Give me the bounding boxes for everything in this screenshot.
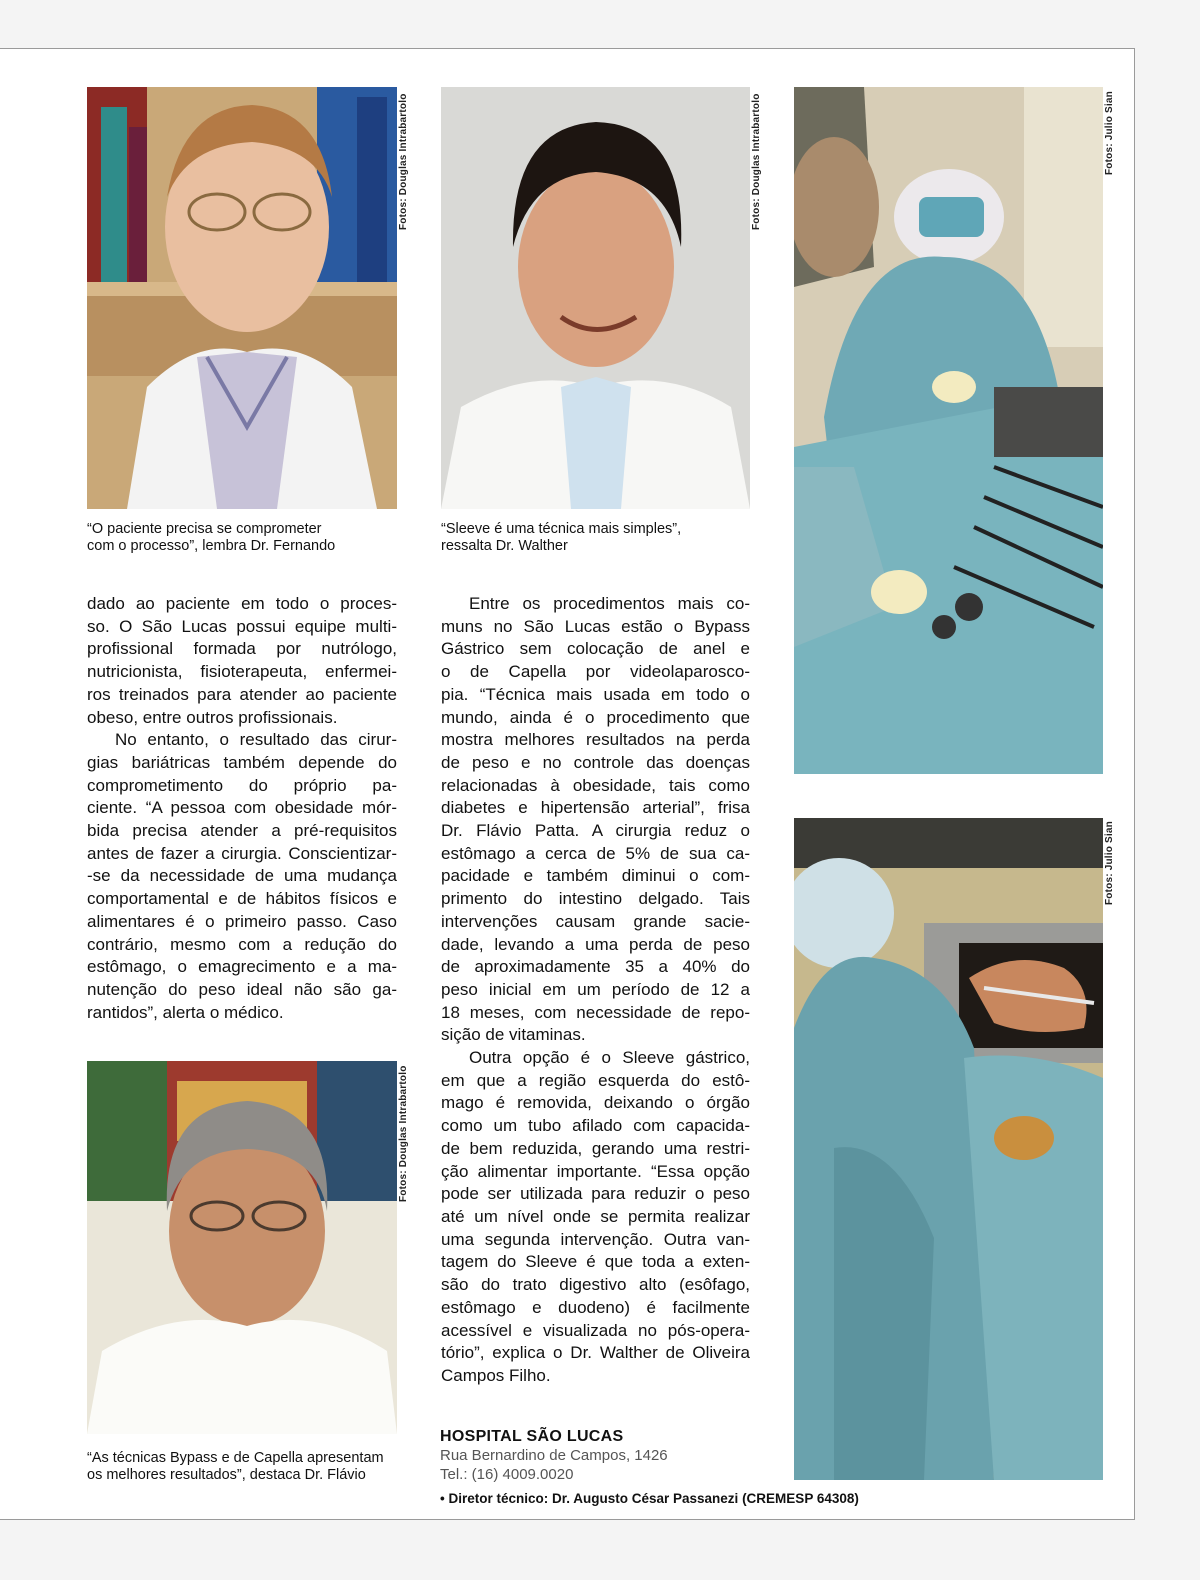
text-line: primento do intestino delgado. Tais [441, 889, 750, 909]
text-line: 18 meses, com necessidade de repo- [441, 1002, 750, 1022]
photo-credit-fernando: Fotos: Douglas Intrabartolo [398, 93, 409, 230]
text-line: gias bariátricas também depende do [87, 752, 397, 772]
text-line: mundo, ainda é o procedimento que [441, 707, 750, 727]
text-line: Campos Filho. [441, 1365, 551, 1385]
article-column-left [87, 593, 397, 1024]
text-line: estômago a cerca de 5% de sua ca- [441, 843, 750, 863]
photo-credit-walther: Fotos: Douglas Intrabartolo [751, 93, 762, 230]
text-line: nutricionista, fisioterapeuta, enfermei- [87, 662, 397, 682]
photo-dr-fernando [87, 87, 397, 509]
caption-line: “As técnicas Bypass e de Capella apresentam [87, 1450, 384, 1466]
text-line: No entanto, o resultado das cirur- [115, 730, 397, 750]
text-line: alimentares é o primeiro passo. Caso [87, 911, 397, 931]
text-line: contrário, mesmo com a redução do [87, 934, 397, 954]
text-line: sição de vitaminas. [441, 1025, 586, 1045]
photo-dr-flavio [87, 1061, 397, 1434]
article-column-middle [441, 593, 750, 1388]
caption-line: os melhores resultados”, destaca Dr. Flávio [87, 1467, 366, 1483]
text-line: comportamental e de hábitos físicos e [87, 889, 397, 909]
text-line: diabetes e hipertensão arterial”, frisa [441, 798, 750, 818]
text-line: intervenções causam grande sacie- [441, 911, 750, 931]
text-line: Entre os procedimentos mais co- [469, 594, 750, 613]
caption-line: com o processo”, lembra Dr. Fernando [87, 538, 336, 554]
hospital-name: HOSPITAL SÃO LUCAS [440, 1428, 624, 1445]
photo-surgery-team [794, 87, 1103, 774]
text-line: so. O São Lucas possui equipe multi- [87, 616, 397, 636]
photo-dr-walther [441, 87, 750, 509]
text-line: estômago e duodeno) é facilmente [441, 1297, 750, 1317]
text-line: como um tubo afilado com capacida- [441, 1116, 750, 1136]
text-line: mostra melhores resultados na perda [441, 730, 750, 750]
text-line: pode ser utilizada para reduzir o peso [441, 1184, 750, 1204]
text-line: em que a região esquerda do estô- [441, 1070, 750, 1090]
caption-line: ressalta Dr. Walther [441, 538, 568, 554]
text-line: até um nível onde se permita realizar [441, 1206, 750, 1226]
text-line: muns no São Lucas estão o Bypass [441, 616, 750, 636]
text-line: tório”, explica o Dr. Walther de Oliveira [441, 1343, 750, 1363]
text-line: -se da necessidade de uma mudança [87, 866, 397, 886]
text-line: ção alimentar importante. “Essa opção [441, 1161, 750, 1181]
text-line: o de Capella por videolaparosco- [441, 662, 750, 682]
text-line: mago é removida, deixando o órgão [441, 1093, 750, 1113]
text-line: estômago, o emagrecimento e a ma- [87, 957, 397, 977]
text-line: obeso, entre outros profissionais. [87, 707, 338, 727]
text-line: rantidos”, alerta o médico. [87, 1002, 284, 1022]
hospital-phone: Tel.: (16) 4009.0020 [440, 1466, 574, 1483]
text-line: Dr. Flávio Patta. A cirurgia reduz o [441, 821, 750, 841]
text-line: bida precisa atender a pré-requisitos [87, 821, 397, 841]
text-line: pia. “Técnica mais usada em todo o [441, 684, 750, 704]
caption-walther [441, 521, 681, 555]
text-line: relacionadas à obesidade, tais como [441, 775, 750, 795]
text-line: profissional formada por nutrólogo, [87, 639, 397, 659]
text-line: acessível e visualizada no pós-opera- [441, 1320, 750, 1340]
photo-credit-surgery-top: Fotos: Julio Sian [1104, 91, 1115, 175]
caption-line: “Sleeve é uma técnica mais simples”, [441, 521, 682, 537]
text-line: tagem do Sleeve é que toda a exten- [441, 1252, 750, 1272]
hospital-address: Rua Bernardino de Campos, 1426 [440, 1447, 668, 1464]
caption-line: “O paciente precisa se comprometer [87, 521, 322, 537]
text-line: ros treinados para atender ao paciente [87, 684, 397, 704]
photo-credit-surgery-bottom: Fotos: Julio Sian [1104, 821, 1115, 905]
text-line: antes de fazer a cirurgia. Conscientizar- [87, 843, 397, 863]
text-line: são do trato digestivo alto (esôfago, [441, 1275, 750, 1295]
text-line: dade, levando a uma perda de peso [441, 934, 750, 954]
text-line: ciente. “A pessoa com obesidade mór- [87, 798, 397, 818]
text-line: dado ao paciente em todo o proces- [87, 594, 397, 613]
text-line: de aproximadamente 35 a 40% do [441, 957, 750, 977]
text-line: uma segunda intervenção. Outra van- [441, 1229, 750, 1249]
text-line: de bem reduzida, gerando uma restri- [441, 1138, 750, 1158]
text-line: nutenção do peso ideal não são ga- [87, 979, 397, 999]
caption-fernando [87, 521, 335, 555]
text-line: pacidade e também diminui o com- [441, 866, 750, 886]
hospital-director: • Diretor técnico: Dr. Augusto César Passanezi (CREMESP 64308) [440, 1491, 859, 1506]
text-line: comprometimento do próprio pa- [87, 775, 397, 795]
caption-flavio [87, 1450, 384, 1484]
text-line: Outra opção é o Sleeve gástrico, [469, 1048, 750, 1068]
photo-surgery-monitor [794, 818, 1103, 1480]
text-line: peso inicial em um período de 12 a [441, 979, 750, 999]
photo-credit-flavio: Fotos: Douglas Intrabartolo [398, 1065, 409, 1202]
text-line: de peso e no controle das doenças [441, 752, 750, 772]
text-line: Gástrico sem colocação de anel e [441, 639, 750, 659]
